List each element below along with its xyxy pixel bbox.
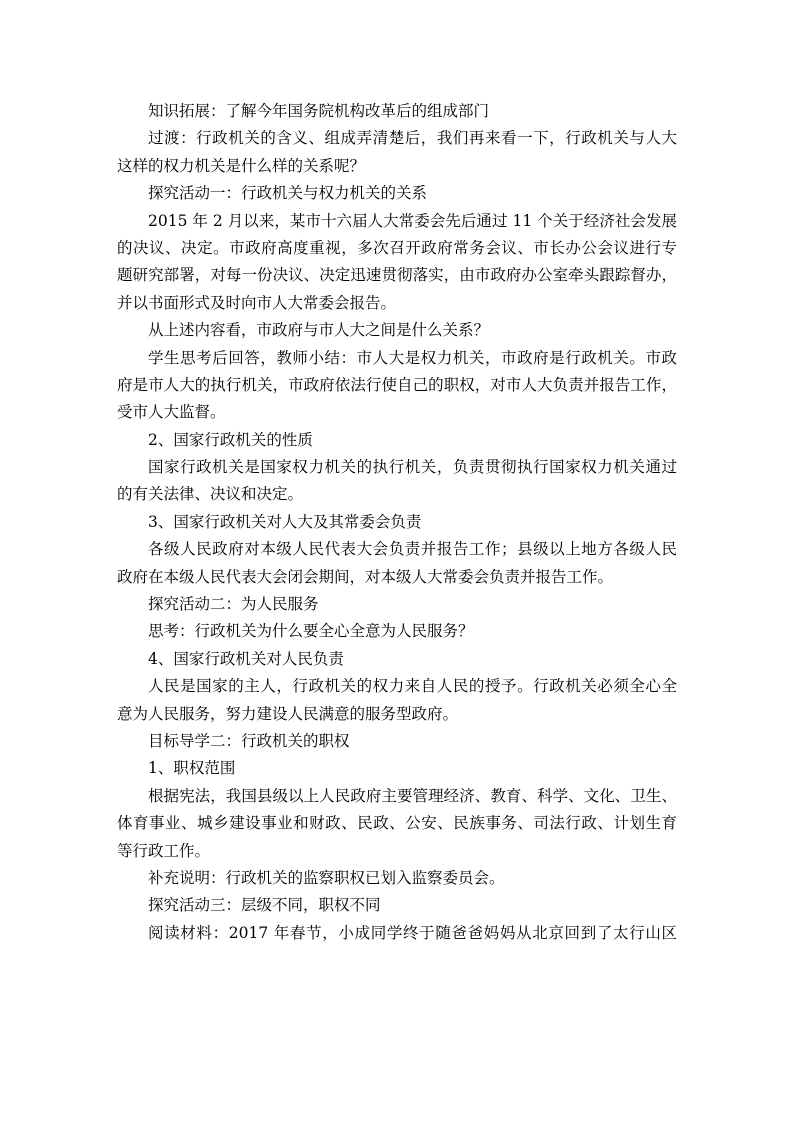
text-line: 国家行政机关是国家权力机关的执行机关，负责贯彻执行国家权力机关通过 xyxy=(148,458,677,477)
text-line: 政府在本级人民代表大会闭会期间，对本级人大常委会负责并报告工作。 xyxy=(117,567,614,586)
text-line-knowledge-extension: 知识拓展：了解今年国务院机构改革后的组成部门 xyxy=(148,102,490,120)
text-line-transition: 过渡：行政机关的含义、组成弄清楚后，我们再来看一下，行政机关与人大 xyxy=(148,129,677,148)
text-line-case: 2015 年 2 月以来，某市十六届人大常委会先后通过 11 个关于经济社会发展 xyxy=(148,211,677,230)
text-line: 并以书面形式及时向市人大常委会报告。 xyxy=(117,293,397,312)
section-heading-4: 4、国家行政机关对人民负责 xyxy=(148,649,344,668)
text-line-activity-two: 探究活动二：为人民服务 xyxy=(148,595,319,614)
text-line-activity-three: 探究活动三：层级不同，职权不同 xyxy=(148,896,381,915)
text-line: 的决议、决定。市政府高度重视，多次召开政府常务会议、市长办公会议进行专 xyxy=(117,238,677,257)
text-line-activity-one: 探究活动一：行政机关与权力机关的关系 xyxy=(148,184,428,203)
section-heading-2: 2、国家行政机关的性质 xyxy=(148,430,313,449)
text-line-reading-material: 阅读材料：2017 年春节，小成同学终于随爸爸妈妈从北京回到了太行山区 xyxy=(148,923,677,942)
text-line: 人民是国家的主人，行政机关的权力来自人民的授予。行政机关必须全心全 xyxy=(148,677,677,696)
text-line-supplement: 补充说明：行政机关的监察职权已划入监察委员会。 xyxy=(148,868,505,887)
text-line: 等行政工作。 xyxy=(117,841,211,860)
text-line: 题研究部署，对每一份决议、决定迅速贯彻落实，由市政府办公室牵头跟踪督办， xyxy=(117,266,677,285)
text-line: 的有关法律、决议和决定。 xyxy=(117,485,304,504)
text-line-question: 从上述内容看，市政府与市人大之间是什么关系？ xyxy=(148,321,490,340)
section-heading-goal-two: 目标导学二：行政机关的职权 xyxy=(148,731,350,750)
text-line: 这样的权力机关是什么样的关系呢？ xyxy=(117,156,366,175)
text-line: 府是市人大的执行机关，市政府依法行使自己的职权，对市人大负责并报告工作， xyxy=(117,375,677,394)
text-line: 受市人大监督。 xyxy=(117,403,226,422)
text-line: 意为人民服务，努力建设人民满意的服务型政府。 xyxy=(117,704,459,723)
text-line: 各级人民政府对本级人民代表大会负责并报告工作；县级以上地方各级人民 xyxy=(148,540,677,559)
text-line: 根据宪法，我国县级以上人民政府主要管理经济、教育、科学、文化、卫生、 xyxy=(148,786,677,805)
section-heading-3: 3、国家行政机关对人大及其常委会负责 xyxy=(148,512,422,531)
section-heading-scope: 1、职权范围 xyxy=(148,759,236,778)
text-line-summary: 学生思考后回答，教师小结：市人大是权力机关，市政府是行政机关。市政 xyxy=(148,348,677,367)
document-page xyxy=(117,98,677,947)
text-line: 体育事业、城乡建设事业和财政、民政、公安、民族事务、司法行政、计划生育 xyxy=(117,814,677,833)
text-line-think: 思考：行政机关为什么要全心全意为人民服务？ xyxy=(148,622,474,641)
